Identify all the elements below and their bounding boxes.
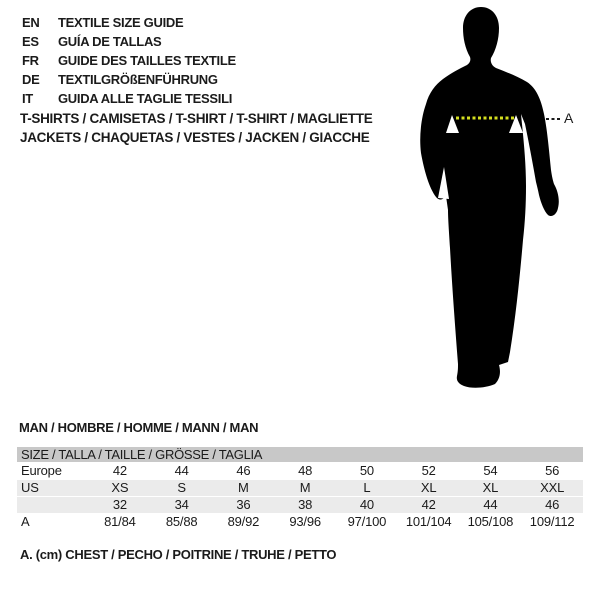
language-label: GUIDE DES TAILLES TEXTILE: [58, 53, 236, 68]
language-label: GUIDA ALLE TAGLIE TESSILI: [58, 91, 233, 106]
language-code: EN: [22, 15, 40, 30]
cell: 42: [421, 497, 436, 512]
man-silhouette-svg: [415, 0, 600, 410]
cell: XL: [482, 480, 499, 495]
size-table-header: SIZE / TALLA / TAILLE / GRÖSSE / TAGLIA: [17, 447, 583, 462]
table-row-us-numbers: [17, 497, 583, 513]
cell: 42: [112, 463, 127, 478]
table-row-chest-cm: [17, 514, 583, 530]
size-table: [17, 447, 583, 531]
cell: 56: [545, 463, 560, 478]
language-guide-list: [22, 13, 236, 108]
cell: 36: [236, 497, 251, 512]
language-label: TEXTILGRÖßENFÜHRUNG: [58, 72, 218, 87]
cell: 50: [359, 463, 374, 478]
cell: L: [363, 480, 371, 495]
cell: 32: [112, 497, 127, 512]
cell: 97/100: [347, 514, 387, 529]
cell: 85/88: [165, 514, 198, 529]
language-label: TEXTILE SIZE GUIDE: [58, 15, 184, 30]
cell: S: [177, 480, 186, 495]
cell: XS: [111, 480, 129, 495]
row-label: Europe: [21, 463, 62, 478]
cell: M: [299, 480, 311, 495]
cell: 93/96: [289, 514, 321, 529]
cell: 48: [298, 463, 313, 478]
garment-line-tshirts: T-SHIRTS / CAMISETAS / T-SHIRT / T-SHIRT / MAGLIETTE: [20, 111, 373, 126]
cell: XL: [420, 480, 437, 495]
cell: 101/104: [405, 514, 452, 529]
cell: 89/92: [227, 514, 260, 529]
cell: M: [238, 480, 249, 495]
cell: 38: [298, 497, 313, 512]
language-label: GUÍA DE TALLAS: [58, 34, 162, 49]
measure-label-a: A: [564, 110, 574, 126]
language-code: ES: [22, 34, 39, 49]
measurement-footnote: A. (cm) CHEST / PECHO / POITRINE / TRUHE / PETTO: [20, 547, 337, 562]
man-silhouette-figure: [415, 0, 600, 410]
garment-types: [20, 110, 372, 147]
garment-line-jackets: JACKETS / CHAQUETAS / VESTES / JACKEN / GIACCHE: [20, 129, 370, 145]
cell: 46: [236, 463, 251, 478]
cell: 52: [421, 463, 436, 478]
cell: XXL: [540, 480, 565, 495]
cell: 109/112: [529, 514, 575, 529]
language-row-fr: [22, 51, 236, 70]
cell: 34: [174, 497, 189, 512]
cell: 81/84: [104, 514, 136, 529]
cell: 54: [483, 463, 498, 478]
language-row-es: [22, 32, 236, 51]
cell: 105/108: [467, 514, 514, 529]
cell: 46: [545, 497, 560, 512]
language-code: FR: [22, 53, 39, 68]
language-row-it: [22, 89, 236, 108]
cell: 40: [359, 497, 374, 512]
language-code: IT: [22, 91, 33, 106]
language-code: DE: [22, 72, 40, 87]
table-row-europe: [17, 463, 583, 479]
cell: 44: [483, 497, 498, 512]
row-label: US: [21, 480, 39, 495]
row-label: [17, 497, 89, 513]
section-heading-man: MAN / HOMBRE / HOMME / MANN / MAN: [19, 420, 259, 435]
language-row-de: [22, 70, 236, 89]
table-row-us-letters: [17, 480, 583, 496]
row-label: A: [21, 514, 30, 529]
cell: 44: [174, 463, 189, 478]
language-row-en: [22, 13, 236, 32]
